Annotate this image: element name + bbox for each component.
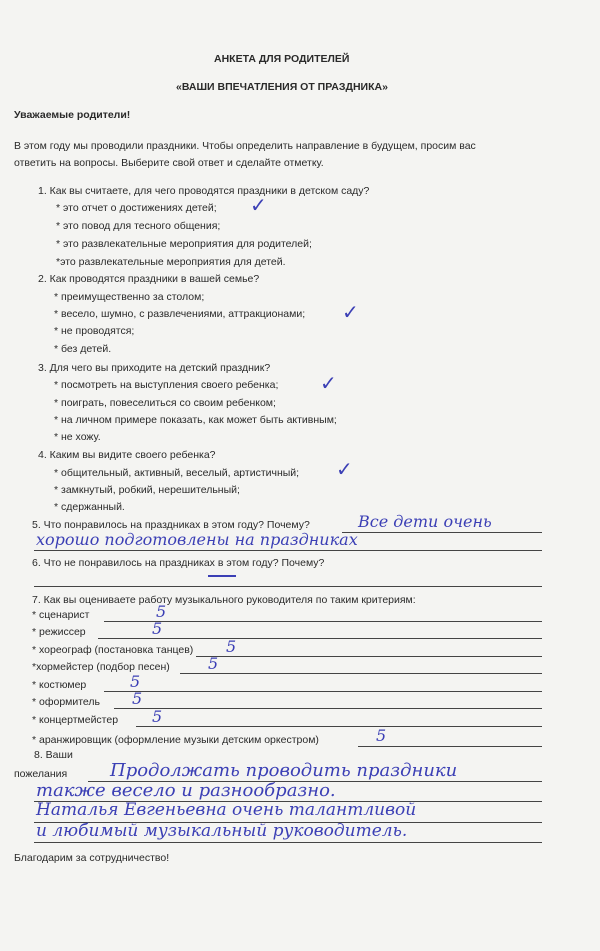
q8-answer-line-2: также весело и разнообразно. <box>36 780 336 801</box>
answer-line <box>104 691 542 692</box>
ink-stroke <box>208 575 236 577</box>
q1-option: *это развлекательные мероприятия для детей. <box>56 256 286 268</box>
question-6: 6. Что не понравилось на праздниках в этом году? Почему? <box>32 557 325 569</box>
q2-option: * не проводятся; <box>54 325 135 337</box>
question-3: 3. Для чего вы приходите на детский праздник? <box>38 362 271 374</box>
criterion-score: 5 <box>132 689 143 708</box>
answer-line <box>358 746 542 747</box>
criterion-label: * сценарист <box>32 609 90 621</box>
q4-option: * замкнутый, робкий, нерешительный; <box>54 484 240 496</box>
answer-line <box>114 708 542 709</box>
q4-option: * сдержанный. <box>54 501 125 513</box>
answer-line <box>34 842 542 843</box>
criterion-label: * режиссер <box>32 626 86 638</box>
question-2: 2. Как проводятся праздники в вашей семье? <box>38 273 260 285</box>
answer-line <box>180 673 542 674</box>
criterion-score: 5 <box>130 672 141 691</box>
q4-option: * общительный, активный, веселый, артистичный; <box>54 467 300 479</box>
q1-option: * это отчет о достижениях детей; <box>56 202 217 214</box>
question-8-label: 8. Ваши <box>34 749 73 761</box>
criterion-label: * оформитель <box>32 696 101 708</box>
q8-answer-line-4: и любимый музыкальный руководитель. <box>36 821 408 841</box>
answer-line <box>104 621 542 622</box>
checkmark-icon: ✓ <box>250 193 267 217</box>
criterion-label: *хормейстер (подбор песен) <box>32 661 170 673</box>
q5-answer-line-1: Все дети очень <box>358 512 492 531</box>
q1-option: * это повод для тесного общения; <box>56 220 221 232</box>
page-subtitle: «ВАШИ ВПЕЧАТЛЕНИЯ ОТ ПРАЗДНИКА» <box>176 81 388 93</box>
intro-line-1: В этом году мы проводили праздники. Чтобы определить направление в будущем, просим вас <box>14 140 476 152</box>
question-5: 5. Что понравилось на праздниках в этом году? Почему? <box>32 519 310 531</box>
answer-line <box>98 638 542 639</box>
criterion-score: 5 <box>156 602 167 621</box>
question-1: 1. Как вы считаете, для чего проводятся праздники в детском саду? <box>38 185 370 197</box>
q8-answer-line-3: Наталья Евгеньевна очень талантливой <box>36 800 417 820</box>
q2-option: * без детей. <box>54 343 112 355</box>
answer-line <box>34 586 542 587</box>
criterion-label: * концертмейстер <box>32 714 119 726</box>
criterion-score: 5 <box>208 654 219 673</box>
criterion-score: 5 <box>152 619 163 638</box>
answer-line <box>34 550 542 551</box>
criterion-label: * аранжировщик (оформление музыки детским оркестром) <box>32 734 319 746</box>
greeting: Уважаемые родители! <box>14 109 131 121</box>
criterion-label: * костюмер <box>32 679 87 691</box>
criterion-label: * хореограф (постановка танцев) <box>32 644 194 656</box>
answer-line <box>196 656 542 657</box>
closing-text: Благодарим за сотрудничество! <box>14 852 170 864</box>
intro-line-2: ответить на вопросы. Выберите свой ответ и сделайте отметку. <box>14 157 324 169</box>
q3-option: * посмотреть на выступления своего ребенка; <box>54 379 279 391</box>
criterion-score: 5 <box>376 726 387 745</box>
q3-option: * на личном примере показать, как может быть активным; <box>54 414 337 426</box>
criterion-score: 5 <box>152 707 163 726</box>
answer-line <box>136 726 542 727</box>
q3-option: * поиграть, повеселиться со своим ребенком; <box>54 397 276 409</box>
question-8-label-2: пожелания <box>14 768 68 780</box>
checkmark-icon: ✓ <box>342 300 359 324</box>
q2-option: * преимущественно за столом; <box>54 291 205 303</box>
question-4: 4. Каким вы видите своего ребенка? <box>38 449 216 461</box>
checkmark-icon: ✓ <box>320 371 337 395</box>
q8-answer-line-1: Продолжать проводить праздники <box>110 760 458 781</box>
question-7: 7. Как вы оцениваете работу музыкального руководителя по таким критериям: <box>32 594 416 606</box>
q3-option: * не хожу. <box>54 431 101 443</box>
q2-option: * весело, шумно, с развлечениями, аттракционами; <box>54 308 306 320</box>
q5-answer-line-2: хорошо подготовлены на праздниках <box>36 530 358 549</box>
criterion-score: 5 <box>226 637 237 656</box>
q1-option: * это развлекательные мероприятия для родителей; <box>56 238 312 250</box>
answer-line <box>342 532 542 533</box>
page-title: АНКЕТА ДЛЯ РОДИТЕЛЕЙ <box>214 53 350 65</box>
checkmark-icon: ✓ <box>336 457 353 481</box>
